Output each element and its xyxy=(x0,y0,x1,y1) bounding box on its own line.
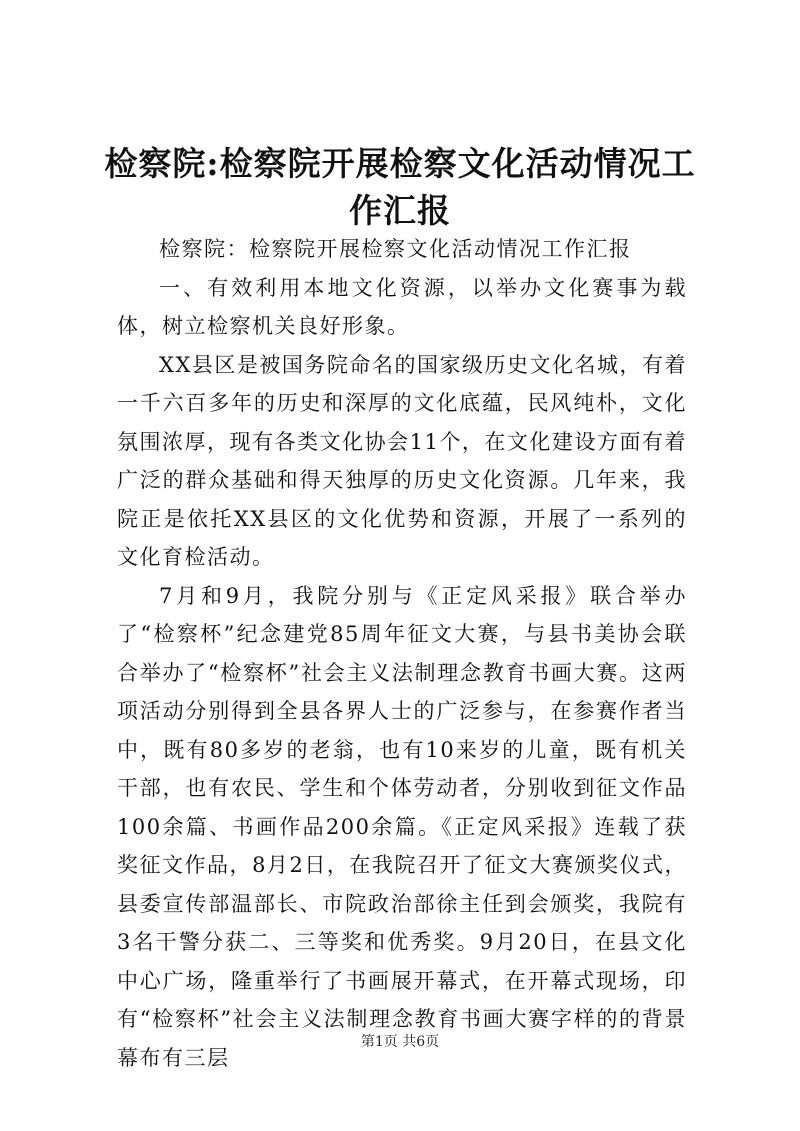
paragraph-contests: 7月和9月，我院分别与《正定风采报》联合举办了“检察杯”纪念建党85周年征文大赛，与县书美协会联合举办了“检察杯”社会主义法制理念教育书画大赛。这两项活动分别得到全县各界人士的广泛参与，在参赛作者当中，既有80多岁的老翁，也有10来岁的儿童，既有机关干部，也有农民、学生和个体劳动者，分别收到征文作品100余篇、书画作品200余篇。《正定风采报》连载了获奖征文作品，8月2日，在我院召开了征文大赛颁奖仪式，县委宣传部温部长、市院政治部徐主任到会颁奖，我院有3名干警分获二、三等奖和优秀奖。9月20日，在县文化中心广场，隆重举行了书画展开幕式，在开幕式现场，印有“检察杯”社会主义法制理念教育书画大赛字样的的背景幕布有三层 xyxy=(117,583,687,1070)
document-title: 检察院:检察院开展检察文化活动情况工作汇报 xyxy=(104,144,696,230)
page-number-footer: 第1页 共6页 xyxy=(360,1034,440,1050)
paragraph-heading: 检察院：检察院开展检察文化活动情况工作汇报 xyxy=(159,237,632,261)
paragraph-county-culture: XX县区是被国务院命名的国家级历史文化名城，有着一千六百多年的历史和深厚的文化底蕴，民风纯朴，文化氛围浓厚，现有各类文化协会11个，在文化建设方面有着广泛的群众基础和得天独厚的历史文化资源。几年来，我院正是依托XX县区的文化优势和资源，开展了一系列的文化育检活动。 xyxy=(117,352,687,569)
document-body xyxy=(117,230,687,1077)
paragraph-section-one: 一、有效利用本地文化资源，以举办文化赛事为载体，树立检察机关良好形象。 xyxy=(117,275,687,338)
